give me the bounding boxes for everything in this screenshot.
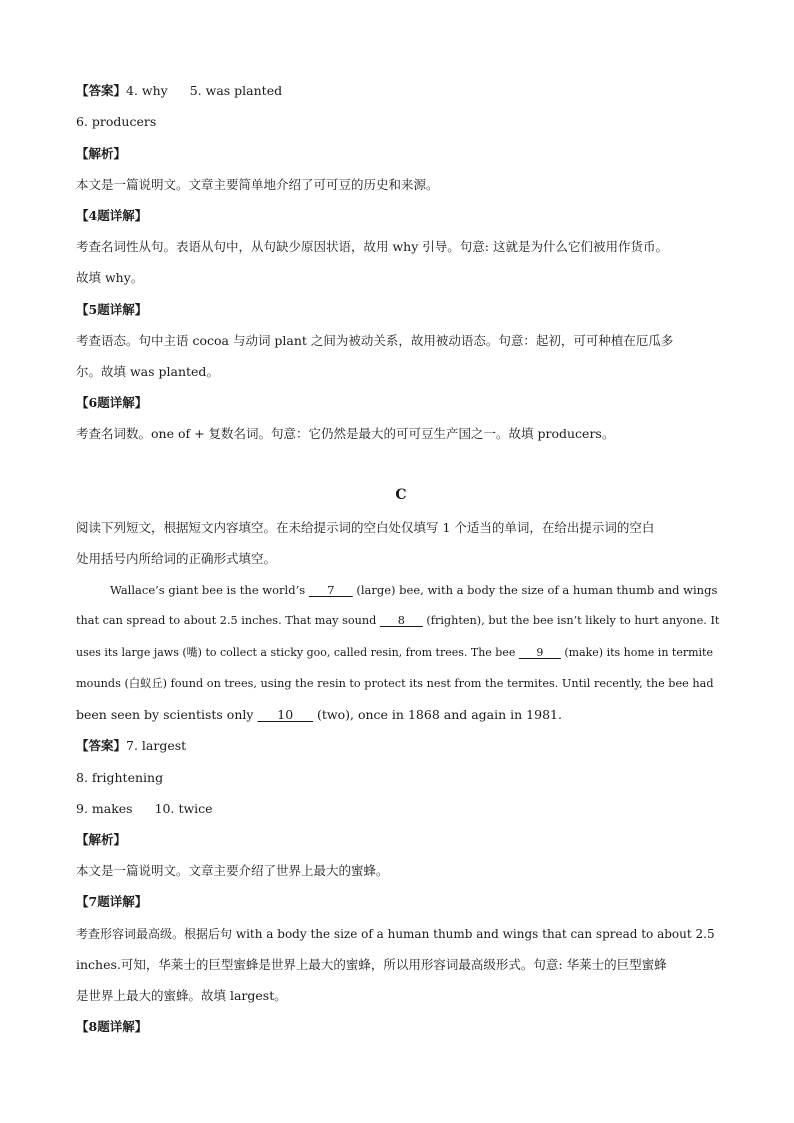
q5-detail-line-2: 尔。故填 was planted。 — [76, 364, 219, 379]
blank-8: 8 — [379, 614, 423, 627]
answer-line-9-10 — [76, 799, 213, 819]
passage-text: that can spread to about 2.5 inches. That may sound — [76, 614, 380, 627]
passage-line-5 — [76, 705, 562, 725]
instruction-line-1: 阅读下列短文，根据短文内容填空。在未给提示词的空白处仅填写 1 个适当的单词，在给出提示词的空白 — [76, 520, 655, 535]
passage-line-2 — [76, 611, 719, 631]
answer-tag: 【答案】 — [76, 83, 127, 98]
answer-4: 4. why — [126, 83, 168, 98]
answer-7: 7. largest — [126, 738, 187, 753]
analysis-text: 本文是一篇说明文。文章主要介绍了世界上最大的蜜蜂。 — [76, 863, 389, 878]
answer-line-7 — [76, 736, 186, 756]
analysis-tag: 【解析】 — [76, 146, 127, 161]
section-heading: C — [395, 487, 407, 503]
passage-text: (frighten), but the bee isn’t likely to hurt anyone. It — [422, 614, 720, 627]
passage-text: (large) bee, with a body the size of a human thumb and wings — [352, 583, 718, 597]
q7-detail-tag: 【7题详解】 — [76, 894, 148, 909]
q6-detail-line-1: 考查名词数。one of + 复数名词。句意：它仍然是最大的可可豆生产国之一。故填 producers。 — [76, 426, 615, 441]
q5-detail-tag: 【5题详解】 — [76, 302, 148, 317]
passage-line-4: mounds (白蚁丘) found on trees, using the resin to protect its nest from the termites. Until recently, the bee had — [76, 677, 714, 690]
q7-detail-line-2: inches.可知，华莱士的巨型蜜蜂是世界上最大的蜜蜂，所以用形容词最高级形式。句意: 华莱士的巨型蜜蜂 — [76, 957, 667, 972]
passage-text: Wallace’s giant bee is the world’s — [110, 583, 309, 597]
passage-text: been seen by scientists only — [76, 707, 258, 722]
answer-8: 8. frightening — [76, 770, 164, 785]
q6-detail-tag: 【6题详解】 — [76, 395, 148, 410]
passage-text: uses its large jaws (嘴) to collect a sticky goo, called resin, from trees. The bee — [76, 646, 519, 659]
q4-detail-line-2: 故填 why。 — [76, 270, 144, 285]
answer-5: 5. was planted — [189, 83, 283, 98]
q7-detail-line-1: 考查形容词最高级。根据后句 with a body the size of a human thumb and wings that can spread to about 2.5 — [76, 927, 715, 941]
passage-line-3 — [76, 643, 713, 663]
passage-text: (two), once in 1868 and again in 1981. — [313, 707, 562, 722]
answer-tag: 【答案】 — [76, 738, 127, 753]
answer-10: 10. twice — [154, 801, 213, 816]
q4-detail-line-1: 考查名词性从句。表语从句中，从句缺少原因状语，故用 why 引导。句意: 这就是为什么它们被用作货币。 — [76, 239, 668, 254]
answer-line-4-5 — [76, 81, 282, 101]
q5-detail-line-1: 考查语态。句中主语 cocoa 与动词 plant 之间为被动关系，故用被动语态。句意：起初，可可种植在厄瓜多 — [76, 333, 674, 348]
q4-detail-tag: 【4题详解】 — [76, 208, 148, 223]
answer-6: 6. producers — [76, 114, 157, 129]
analysis-tag: 【解析】 — [76, 832, 127, 847]
q8-detail-tag: 【8题详解】 — [76, 1019, 148, 1034]
blank-9: 9 — [518, 646, 561, 659]
answer-9: 9. makes — [76, 801, 133, 816]
instruction-line-2: 处用括号内所给词的正确形式填空。 — [76, 551, 277, 566]
passage-line-1 — [76, 580, 717, 600]
analysis-text: 本文是一篇说明文。文章主要简单地介绍了可可豆的历史和来源。 — [76, 177, 439, 192]
blank-7: 7 — [308, 583, 353, 597]
blank-10: 10 — [257, 707, 314, 722]
passage-text: (make) its home in termite — [560, 646, 713, 659]
q7-detail-line-3: 是世界上最大的蜜蜂。故填 largest。 — [76, 988, 287, 1003]
